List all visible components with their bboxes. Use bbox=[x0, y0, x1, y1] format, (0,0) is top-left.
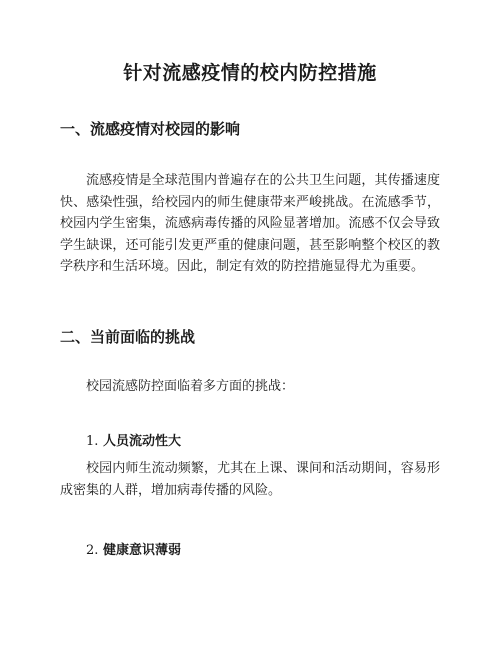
section-heading-impact: 一、流感疫情对校园的影响 bbox=[60, 120, 241, 138]
subheading-item-1 bbox=[86, 430, 181, 449]
item-title: 人员流动性大 bbox=[102, 434, 181, 449]
section-heading-challenges: 二、当前面临的挑战 bbox=[60, 328, 196, 346]
item-number: 1. bbox=[86, 434, 99, 449]
item-title: 健康意识薄弱 bbox=[102, 543, 181, 558]
item-paragraph-1: 校园内师生流动频繁，尤其在上课、课间和活动期间，容易形成密集的人群，增加病毒传播的风险。 bbox=[60, 461, 440, 498]
document-title: 针对流感疫情的校内防控措施 bbox=[123, 62, 377, 84]
item-number: 2. bbox=[86, 543, 99, 558]
section-intro-challenges: 校园流感防控面临着多方面的挑战： bbox=[86, 379, 295, 394]
subheading-item-2 bbox=[86, 539, 181, 558]
section-paragraph-impact: 流感疫情是全球范围内普遍存在的公共卫生问题，其传播速度快、感染性强，给校园内的师生健康带来严峻挑战。在流感季节，校园内学生密集，流感病毒传播的风险显著增加。流感不仅会导致学生缺课，还可能引发更严重的健康问题，甚至影响整个校区的教学秩序和生活环境。因此，制定有效的防控措施显得尤为重要。 bbox=[60, 173, 440, 274]
